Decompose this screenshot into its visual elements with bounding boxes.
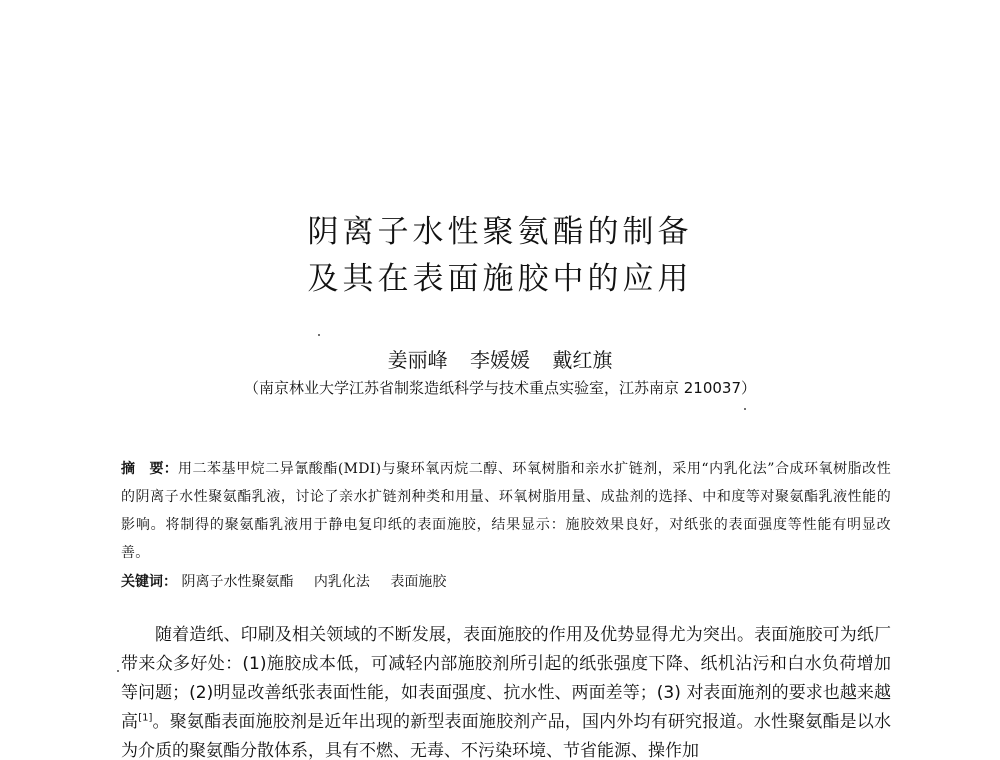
paper-title-line-1: 阴离子水性聚氨酯的制备 (307, 214, 693, 250)
intro-paragraph (121, 621, 891, 760)
citation-ref[interactable]: [1] (138, 712, 153, 724)
scan-speck (744, 408, 746, 410)
scan-speck (318, 334, 320, 336)
author-name: 李媛媛 (470, 348, 530, 372)
keywords-label: 关键词： (121, 574, 177, 590)
abstract-block (121, 455, 891, 567)
abstract-text: 用二苯基甲烷二异氰酸酯(MDI)与聚环氧丙烷二醇、环氧树脂和亲水扩链剂，采用“内乳化法”合成环氧树脂改性的阴离子水性聚氨酯乳液，讨论了亲水扩链剂种类和用量、环氧树脂用量、成盐剂的选择、中和度等对聚氨酯乳液性能的影响。将制得的聚氨酯乳液用于静电复印纸的表面施胶，结果显示：施胶效果良好，对纸张的表面强度等性能有明显改善。 (121, 461, 891, 561)
intro-text-part-1: 随着造纸、印刷及相关领域的不断发展，表面施胶的作用及优势显得尤为突出。表面施胶可为纸厂带来众多好处：(1)施胶成本低，可减轻内部施胶剂所引起的纸张强度下降、纸机沾污和白水负荷增加等问题；(2)明显改善纸张表面性能，如表面强度、抗水性、两面差等；(3) 对表面施剂的要求也越来越高 (121, 625, 891, 732)
author-name: 戴红旗 (552, 348, 613, 372)
author-affiliation: （南京林业大学江苏省制浆造纸科学与技术重点实验室，江苏南京 210037） (243, 379, 757, 397)
author-list (0, 344, 1000, 373)
keyword: 阴离子水性聚氨酯 (181, 574, 294, 590)
intro-text-part-2: 。聚氨酯表面施胶剂是近年出现的新型表面施胶剂产品，国内外均有研究报道。水性聚氨酯是以水为介质的聚氨酯分散体系，具有不燃、无毒、不污染环境、节省能源、操作加 (121, 712, 892, 760)
keyword: 内乳化法 (313, 574, 370, 590)
keyword: 表面施胶 (390, 574, 447, 590)
paper-title-line-2: 及其在表面施胶中的应用 (307, 261, 693, 297)
author-name: 姜丽峰 (387, 348, 448, 372)
abstract-label: 摘 要： (121, 461, 178, 477)
scan-speck (117, 670, 119, 672)
keywords-block (121, 568, 891, 596)
